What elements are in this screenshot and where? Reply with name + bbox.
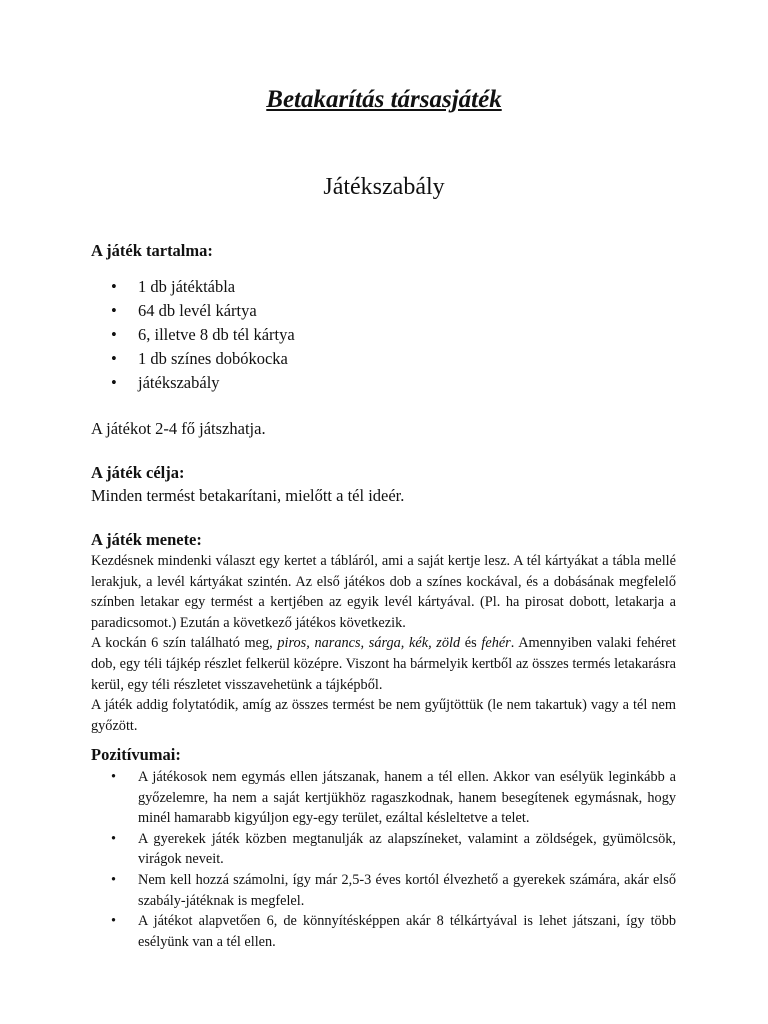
- list-item: • A gyerekek játék közben megtanulják az alapszíneket, valamint a zöldségek, gyümölcsök, virágok neveit.: [111, 829, 676, 870]
- contents-list: [111, 275, 295, 395]
- goal-heading: A játék célja:: [91, 463, 185, 482]
- dice-color-white: fehér: [481, 635, 511, 652]
- list-item: • 1 db játéktábla: [111, 275, 295, 299]
- gameplay-body: [91, 551, 676, 736]
- gameplay-text: és: [460, 635, 482, 652]
- gameplay-heading: A játék menete:: [91, 530, 202, 549]
- positives-heading: Pozitívumai:: [91, 745, 181, 764]
- list-item: • 1 db színes dobókocka: [111, 347, 295, 371]
- goal-text: Minden termést betakarítani, mielőtt a tél ideér.: [91, 486, 405, 505]
- positives-list: [111, 767, 676, 952]
- gameplay-paragraph: Kezdésnek mindenki választ egy kertet a tábláról, ami a saját kertje lesz. A tél kártyákat a tábla mellé lerakjuk, a levél kártyákat szintén. Az első játékos dob a színes kockával, és a dobásának megfelelő színben letakar egy termést a kertjében az egyik levél kártyával. (Pl. ha pirosat dobott, letakarja a paradicsomot.) Ezután a következő játékos következik.: [91, 553, 676, 631]
- document-subtitle: Játékszabály: [323, 174, 445, 200]
- contents-heading: A játék tartalma:: [91, 241, 213, 260]
- gameplay-paragraph: [91, 633, 676, 695]
- dice-colors: piros, narancs, sárga, kék, zöld: [277, 635, 461, 652]
- players-text: A játékot 2-4 fő játszhatja.: [91, 419, 266, 438]
- gameplay-paragraph: A játék addig folytatódik, amíg az összes termést be nem gyűjtöttük (le nem takartuk) vagy a tél nem győzött.: [91, 697, 676, 734]
- list-item: • játékszabály: [111, 371, 295, 395]
- list-item: • A játékot alapvetően 6, de könnyítésképpen akár 8 télkártyával is lehet játszani, így több esélyünk van a tél ellen.: [111, 911, 676, 952]
- document-title: Betakarítás társasjáték: [266, 86, 502, 113]
- list-item: • 6, illetve 8 db tél kártya: [111, 323, 295, 347]
- gameplay-text: A kockán 6 szín található meg,: [91, 635, 278, 652]
- list-item: • Nem kell hozzá számolni, így már 2,5-3 éves kortól élvezhető a gyerekek számára, akár első szabály-játéknak is megfelel.: [111, 870, 676, 911]
- gameplay-text: . Amennyiben valaki fehéret dob, egy téli tájkép részlet felkerül középre. Viszont ha bármelyik kertből az összes termés letakarásra kerül, egy téli részletet visszavehetünk a tájképből.: [91, 635, 676, 693]
- list-item: • A játékosok nem egymás ellen játszanak, hanem a tél ellen. Akkor van esélyük leginkább a győzelemre, ha nem a saját kertjükhöz ragaszkodnak, hanem besegítenek egymásnak, hogy minél hamarabb kigyúljon egy-egy terület, ezáltal késleltetve a telet.: [111, 767, 676, 829]
- list-item: • 64 db levél kártya: [111, 299, 295, 323]
